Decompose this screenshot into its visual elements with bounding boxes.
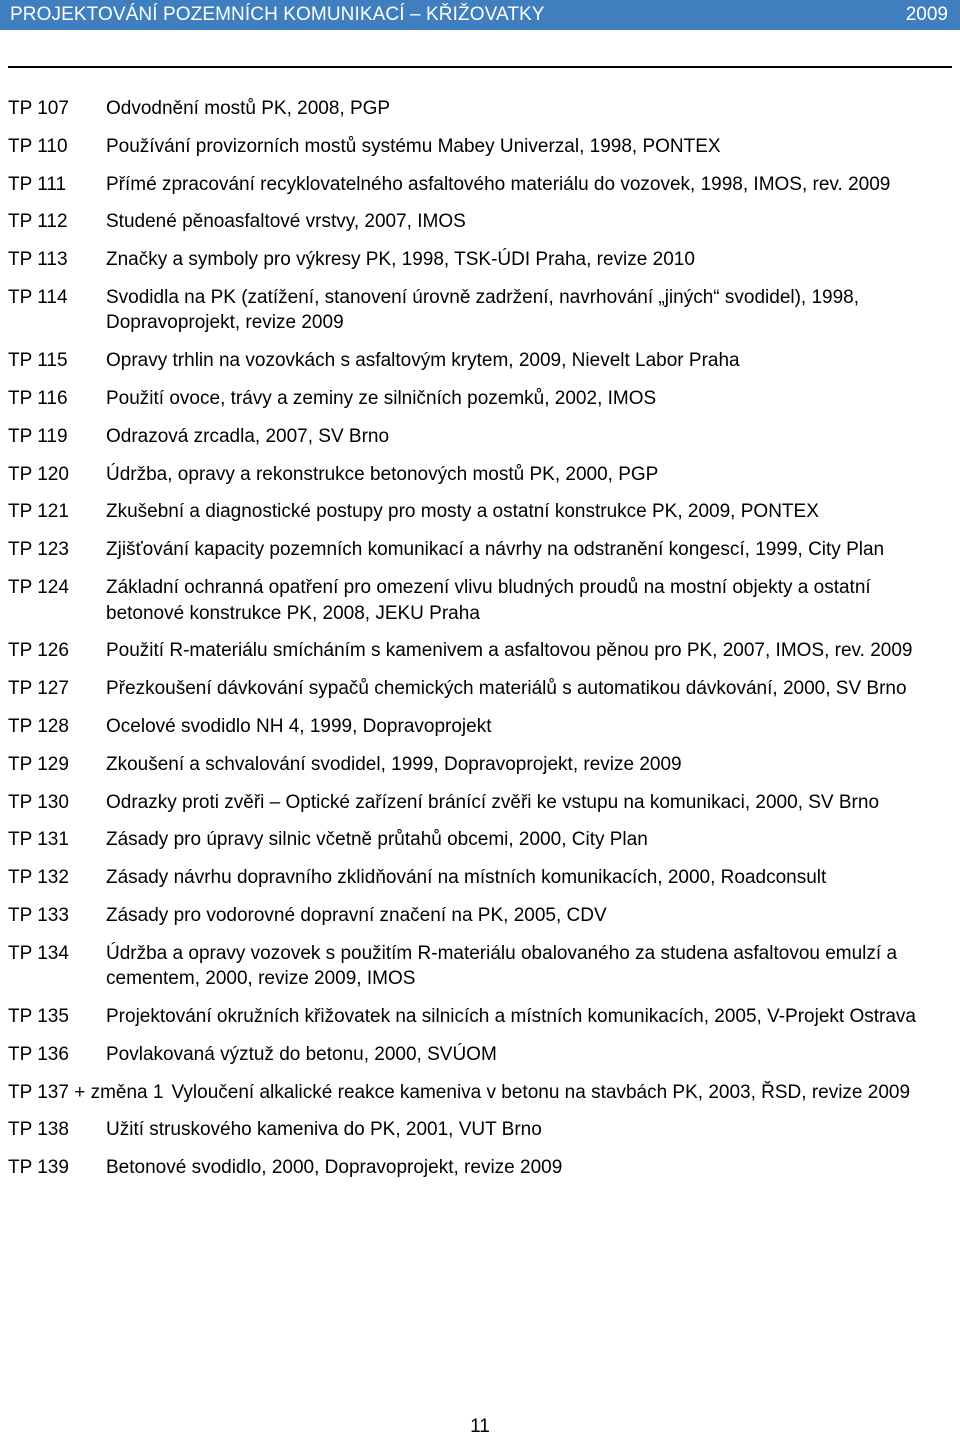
list-item bbox=[8, 1042, 952, 1068]
item-code: TP 120 bbox=[8, 463, 69, 485]
item-text: Zjišťování kapacity pozemních komunikací a návrhy na odstranění kongescí, 1999, City Plan bbox=[106, 539, 885, 561]
item-code: TP 121 bbox=[8, 501, 69, 523]
item-text: Zkušební a diagnostické postupy pro mosty a ostatní konstrukce PK, 2009, PONTEX bbox=[106, 501, 819, 523]
item-text: Údržba, opravy a rekonstrukce betonových mostů PK, 2000, PGP bbox=[106, 463, 659, 485]
item-text: Odrazová zrcadla, 2007, SV Brno bbox=[106, 425, 390, 447]
list-item bbox=[8, 386, 952, 412]
item-text: Betonové svodidlo, 2000, Dopravoprojekt, revize 2009 bbox=[106, 1157, 563, 1179]
item-text: Základní ochranná opatření pro omezení vlivu bludných proudů na mostní objekty a ostatní betonové konstrukce PK, 2008, JEKU Praha bbox=[106, 577, 871, 624]
item-text: Zásady pro úpravy silnic včetně průtahů obcemi, 2000, City Plan bbox=[106, 829, 648, 851]
item-code: TP 138 bbox=[8, 1119, 69, 1141]
item-code: TP 123 bbox=[8, 539, 69, 561]
list-item bbox=[8, 537, 952, 563]
item-code: TP 137 + změna 1 bbox=[8, 1081, 164, 1103]
list-item bbox=[8, 865, 952, 891]
page-header bbox=[0, 0, 960, 30]
item-code: TP 130 bbox=[8, 791, 69, 813]
item-text: Vyloučení alkalické reakce kameniva v betonu na stavbách PK, 2003, ŘSD, revize 2009 bbox=[171, 1081, 911, 1103]
item-text: Zásady návrhu dopravního zklidňování na místních komunikacích, 2000, Roadconsult bbox=[106, 867, 827, 889]
item-text: Údržba a opravy vozovek s použitím R-materiálu obalovaného za studena asfaltovou emulzí a cementem, 2000, revize 2009, IMOS bbox=[106, 942, 898, 990]
list-item bbox=[8, 714, 952, 740]
tp-list bbox=[8, 96, 952, 1193]
item-text: Studené pěnoasfaltové vrstvy, 2007, IMOS bbox=[106, 211, 466, 233]
item-text: Odrazky proti zvěři – Optické zařízení bránící zvěři ke vstupu na komunikaci, 2000, SV Brno bbox=[106, 791, 880, 813]
item-code: TP 116 bbox=[8, 388, 68, 410]
list-item bbox=[8, 575, 952, 626]
list-item bbox=[8, 285, 952, 336]
page-number: 11 bbox=[470, 1416, 490, 1437]
item-code: TP 119 bbox=[8, 425, 68, 447]
item-code: TP 136 bbox=[8, 1043, 69, 1065]
list-item bbox=[8, 676, 952, 702]
list-item bbox=[8, 903, 952, 929]
item-code: TP 110 bbox=[8, 135, 68, 157]
item-text: Odvodnění mostů PK, 2008, PGP bbox=[106, 98, 391, 119]
item-code: TP 111 bbox=[8, 173, 67, 195]
item-code: TP 139 bbox=[8, 1157, 69, 1179]
list-item bbox=[8, 172, 952, 198]
item-text: Přezkoušení dávkování sypačů chemických materiálů s automatikou dávkování, 2000, SV Brno bbox=[106, 678, 907, 700]
item-code: TP 124 bbox=[8, 577, 69, 599]
header-year: 2009 bbox=[905, 4, 948, 25]
list-item bbox=[8, 348, 952, 374]
item-code: TP 135 bbox=[8, 1006, 69, 1028]
item-text: Povlakovaná výztuž do betonu, 2000, SVÚOM bbox=[106, 1043, 497, 1065]
item-code: TP 126 bbox=[8, 640, 69, 662]
list-item bbox=[8, 941, 952, 992]
item-text: Použití ovoce, trávy a zeminy ze silničních pozemků, 2002, IMOS bbox=[106, 388, 657, 410]
item-code: TP 112 bbox=[8, 211, 68, 233]
list-item bbox=[8, 96, 952, 122]
item-code: TP 113 bbox=[8, 249, 68, 271]
item-text: Přímé zpracování recyklovatelného asfaltového materiálu do vozovek, 1998, IMOS, rev. 2009 bbox=[106, 173, 891, 195]
item-code: TP 114 bbox=[8, 286, 68, 308]
list-item bbox=[8, 827, 952, 853]
item-text: Značky a symboly pro výkresy PK, 1998, TSK-ÚDI Praha, revize 2010 bbox=[106, 249, 695, 271]
item-code: TP 107 bbox=[8, 98, 69, 119]
item-code: TP 134 bbox=[8, 942, 69, 964]
item-code: TP 115 bbox=[8, 350, 68, 372]
list-item bbox=[8, 499, 952, 525]
item-text: Opravy trhlin na vozovkách s asfaltovým krytem, 2009, Nievelt Labor Praha bbox=[106, 350, 740, 372]
item-code: TP 132 bbox=[8, 867, 69, 889]
list-item bbox=[8, 247, 952, 273]
list-item bbox=[8, 462, 952, 488]
item-code: TP 133 bbox=[8, 904, 69, 926]
list-item bbox=[8, 1004, 952, 1030]
item-code: TP 131 bbox=[8, 829, 69, 851]
list-item bbox=[8, 134, 952, 160]
list-item bbox=[8, 209, 952, 235]
list-item bbox=[8, 424, 952, 450]
item-text: Zkoušení a schvalování svodidel, 1999, Dopravoprojekt, revize 2009 bbox=[106, 753, 682, 775]
list-item bbox=[8, 1117, 952, 1143]
item-text: Užití struskového kameniva do PK, 2001, VUT Brno bbox=[106, 1119, 542, 1141]
list-item bbox=[8, 790, 952, 816]
item-code: TP 127 bbox=[8, 678, 69, 700]
list-item bbox=[8, 638, 952, 664]
item-code: TP 128 bbox=[8, 715, 69, 737]
list-item bbox=[8, 752, 952, 778]
header-divider bbox=[8, 66, 952, 68]
list-item bbox=[8, 1155, 952, 1181]
item-text: Zásady pro vodorovné dopravní značení na PK, 2005, CDV bbox=[106, 904, 607, 926]
item-text: Ocelové svodidlo NH 4, 1999, Dopravoprojekt bbox=[106, 715, 492, 737]
list-item bbox=[8, 1080, 952, 1106]
item-text: Použití R-materiálu smícháním s kamenivem a asfaltovou pěnou pro PK, 2007, IMOS, rev. 2009 bbox=[106, 640, 913, 662]
item-text: Svodidla na PK (zatížení, stanovení úrovně zadržení, navrhování „jiných“ svodidel), 1998, Dopravoprojekt, revize 2009 bbox=[106, 286, 860, 334]
item-text: Projektování okružních křižovatek na silnicích a místních komunikacích, 2005, V-Projekt Ostrava bbox=[106, 1006, 916, 1028]
header-title: PROJEKTOVÁNÍ POZEMNÍCH KOMUNIKACÍ – KŘIŽOVATKY bbox=[10, 4, 545, 25]
item-text: Používání provizorních mostů systému Mabey Univerzal, 1998, PONTEX bbox=[106, 135, 721, 157]
item-code: TP 129 bbox=[8, 753, 69, 775]
